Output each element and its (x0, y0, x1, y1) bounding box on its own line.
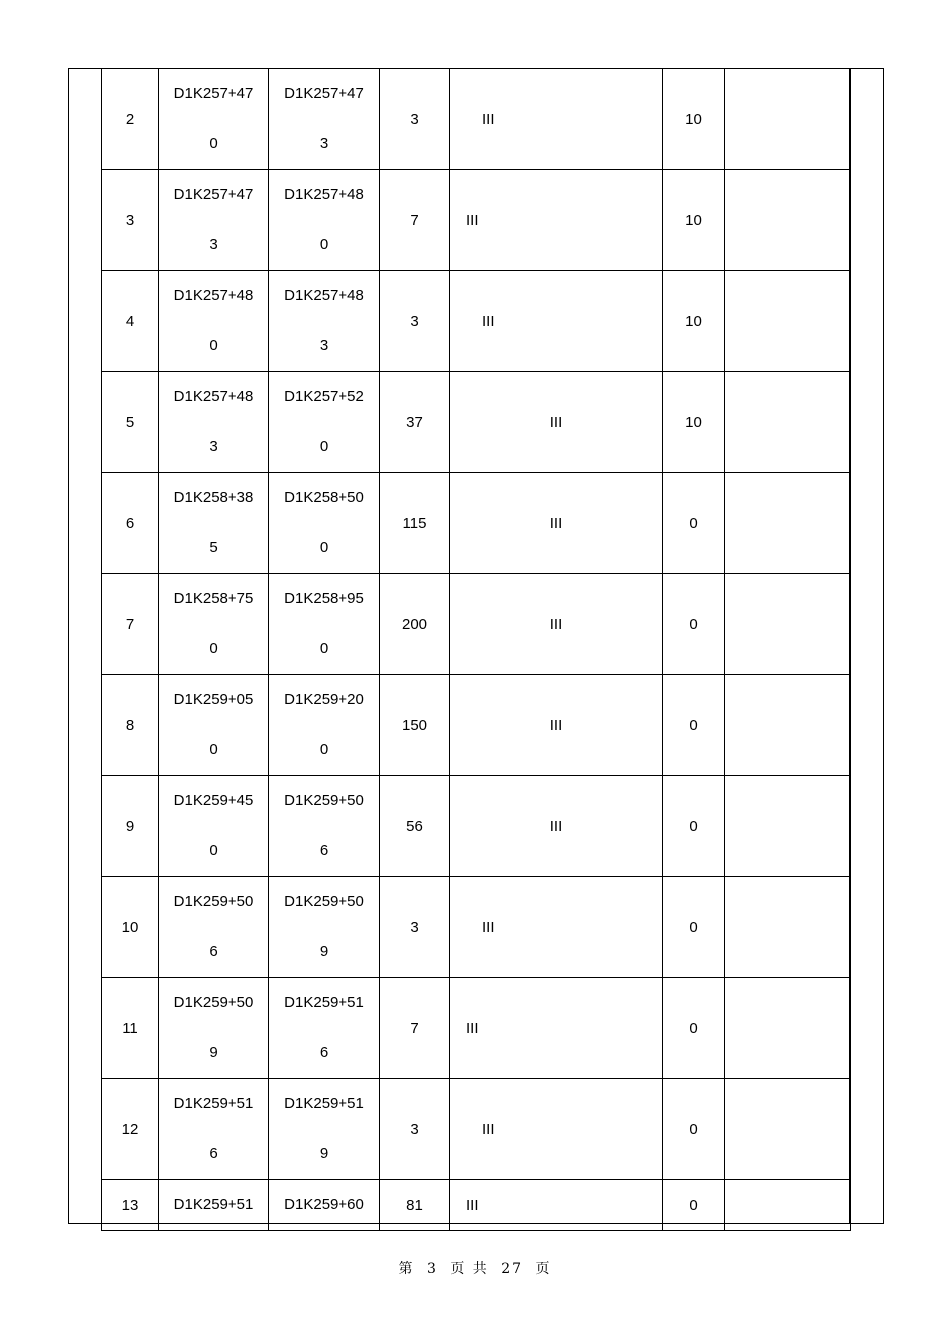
start-chainage (159, 675, 269, 776)
chainage-line: D1K257+48 (284, 287, 364, 304)
segment-length: 37 (380, 372, 450, 473)
remarks-cell (725, 776, 851, 877)
rock-grade: III (450, 473, 663, 574)
chainage-line: D1K258+50 (284, 489, 364, 506)
end-chainage (269, 776, 380, 877)
chainage-line: D1K257+48 (284, 186, 364, 203)
table-row (102, 776, 851, 877)
table-row (102, 978, 851, 1079)
start-chainage (159, 473, 269, 574)
row-number: 4 (102, 271, 159, 372)
chainage-line: D1K259+50 (173, 893, 254, 910)
footer-prefix: 第 (398, 1261, 415, 1277)
chainage-line: D1K258+75 (173, 590, 254, 607)
value-cell: 10 (663, 170, 725, 271)
chainage-line-continued: 9 (319, 1145, 329, 1162)
value-cell: 0 (663, 473, 725, 574)
segment-length: 150 (380, 675, 450, 776)
chainage-line-continued: 0 (209, 337, 218, 354)
start-chainage (159, 372, 269, 473)
footer-total-pages: 27 (501, 1261, 524, 1277)
chainage-line: D1K259+51 (173, 1196, 254, 1213)
chainage-line: D1K259+50 (284, 893, 364, 910)
end-chainage (269, 170, 380, 271)
remarks-cell (725, 978, 851, 1079)
table-row (102, 271, 851, 372)
chainage-line-continued: 0 (209, 741, 218, 758)
chainage-line-continued: 6 (209, 943, 218, 960)
chainage-line: D1K259+51 (173, 1095, 254, 1112)
table-body (102, 69, 851, 1231)
footer-page-number: 3 (426, 1261, 438, 1277)
table-row (102, 372, 851, 473)
value-cell: 10 (663, 372, 725, 473)
segment-length: 3 (380, 877, 450, 978)
rock-grade: III (450, 776, 663, 877)
chainage-line: D1K258+38 (173, 489, 254, 506)
segment-length: 115 (380, 473, 450, 574)
rock-grade: III (450, 675, 663, 776)
chainage-line-continued: 0 (319, 640, 329, 657)
table-row (102, 69, 851, 170)
value-cell: 0 (663, 776, 725, 877)
value-cell: 0 (663, 877, 725, 978)
value-cell: 0 (663, 574, 725, 675)
remarks-cell (725, 271, 851, 372)
rock-grade: III (450, 271, 663, 372)
rock-grade: III (450, 877, 663, 978)
row-number: 6 (102, 473, 159, 574)
chainage-line-continued: 0 (209, 640, 218, 657)
chainage-line-continued: 6 (319, 842, 329, 859)
segment-length: 200 (380, 574, 450, 675)
row-number: 13 (102, 1180, 159, 1231)
value-cell: 10 (663, 271, 725, 372)
start-chainage (159, 776, 269, 877)
row-number: 11 (102, 978, 159, 1079)
rock-grade: III (450, 978, 663, 1079)
end-chainage (269, 473, 380, 574)
chainage-line-continued: 3 (319, 135, 329, 152)
segment-length: 7 (380, 978, 450, 1079)
row-number: 5 (102, 372, 159, 473)
end-chainage (269, 574, 380, 675)
chainage-line-continued: 6 (319, 1044, 329, 1061)
chainage-line-continued: 0 (319, 539, 329, 556)
rock-grade: III (450, 372, 663, 473)
chainage-line: D1K257+52 (284, 388, 364, 405)
end-chainage (269, 1079, 380, 1180)
segment-length: 3 (380, 69, 450, 170)
table-row (102, 675, 851, 776)
value-cell: 0 (663, 978, 725, 1079)
end-chainage (269, 271, 380, 372)
segment-length: 7 (380, 170, 450, 271)
remarks-cell (725, 372, 851, 473)
table-row (102, 473, 851, 574)
segment-length: 3 (380, 271, 450, 372)
end-chainage (269, 69, 380, 170)
segment-length: 3 (380, 1079, 450, 1180)
end-chainage (269, 675, 380, 776)
chainage-line-continued: 0 (319, 438, 329, 455)
chainage-line-continued: 0 (209, 135, 218, 152)
chainage-line-continued: 3 (209, 236, 218, 253)
rock-grade: III (450, 574, 663, 675)
end-chainage (269, 372, 380, 473)
footer-middle: 页 共 (450, 1261, 489, 1277)
end-chainage (269, 1180, 380, 1231)
table-row (102, 170, 851, 271)
chainage-line: D1K257+47 (284, 85, 364, 102)
chainage-line-continued: 0 (319, 236, 329, 253)
row-number: 9 (102, 776, 159, 877)
chainage-line-continued: 9 (319, 943, 329, 960)
start-chainage (159, 978, 269, 1079)
chainage-line: D1K259+60 (284, 1196, 364, 1213)
chainage-line: D1K257+48 (173, 287, 254, 304)
chainage-line-continued: 3 (209, 438, 218, 455)
value-cell: 0 (663, 1079, 725, 1180)
start-chainage (159, 271, 269, 372)
chainage-line-continued: 5 (209, 539, 218, 556)
rock-grade: III (450, 1180, 663, 1231)
chainage-line: D1K257+48 (173, 388, 254, 405)
segment-length: 81 (380, 1180, 450, 1231)
row-number: 12 (102, 1079, 159, 1180)
page-footer (0, 1258, 950, 1278)
table-row (102, 877, 851, 978)
remarks-cell (725, 877, 851, 978)
chainage-line: D1K259+51 (284, 1095, 364, 1112)
chainage-line-continued: 0 (209, 842, 218, 859)
row-number: 2 (102, 69, 159, 170)
chainage-line: D1K259+20 (284, 691, 364, 708)
remarks-cell (725, 69, 851, 170)
start-chainage (159, 1180, 269, 1231)
rock-grade: III (450, 170, 663, 271)
remarks-cell (725, 170, 851, 271)
row-number: 3 (102, 170, 159, 271)
start-chainage (159, 877, 269, 978)
chainage-line-continued: 0 (319, 741, 329, 758)
remarks-cell (725, 473, 851, 574)
remarks-cell (725, 675, 851, 776)
footer-suffix: 页 (535, 1261, 552, 1277)
table-row (102, 1079, 851, 1180)
remarks-cell (725, 1079, 851, 1180)
chainage-line: D1K259+45 (173, 792, 254, 809)
chainage-line-continued: 3 (319, 337, 329, 354)
chainage-line-continued: 9 (209, 1044, 218, 1061)
remarks-cell (725, 1180, 851, 1231)
chainage-line: D1K259+51 (284, 994, 364, 1011)
start-chainage (159, 1079, 269, 1180)
value-cell: 10 (663, 69, 725, 170)
chainage-line: D1K258+95 (284, 590, 364, 607)
end-chainage (269, 877, 380, 978)
start-chainage (159, 69, 269, 170)
row-number: 10 (102, 877, 159, 978)
value-cell: 0 (663, 675, 725, 776)
end-chainage (269, 978, 380, 1079)
chainage-line: D1K257+47 (173, 85, 254, 102)
table-row (102, 574, 851, 675)
row-number: 7 (102, 574, 159, 675)
segment-table (101, 68, 851, 1231)
remarks-cell (725, 574, 851, 675)
chainage-line: D1K259+50 (284, 792, 364, 809)
rock-grade: III (450, 69, 663, 170)
segment-length: 56 (380, 776, 450, 877)
start-chainage (159, 574, 269, 675)
chainage-line: D1K257+47 (173, 186, 254, 203)
chainage-line-continued: 6 (209, 1145, 218, 1162)
chainage-line: D1K259+05 (173, 691, 254, 708)
table-row (102, 1180, 851, 1231)
chainage-line: D1K259+50 (173, 994, 254, 1011)
value-cell: 0 (663, 1180, 725, 1231)
start-chainage (159, 170, 269, 271)
row-number: 8 (102, 675, 159, 776)
rock-grade: III (450, 1079, 663, 1180)
